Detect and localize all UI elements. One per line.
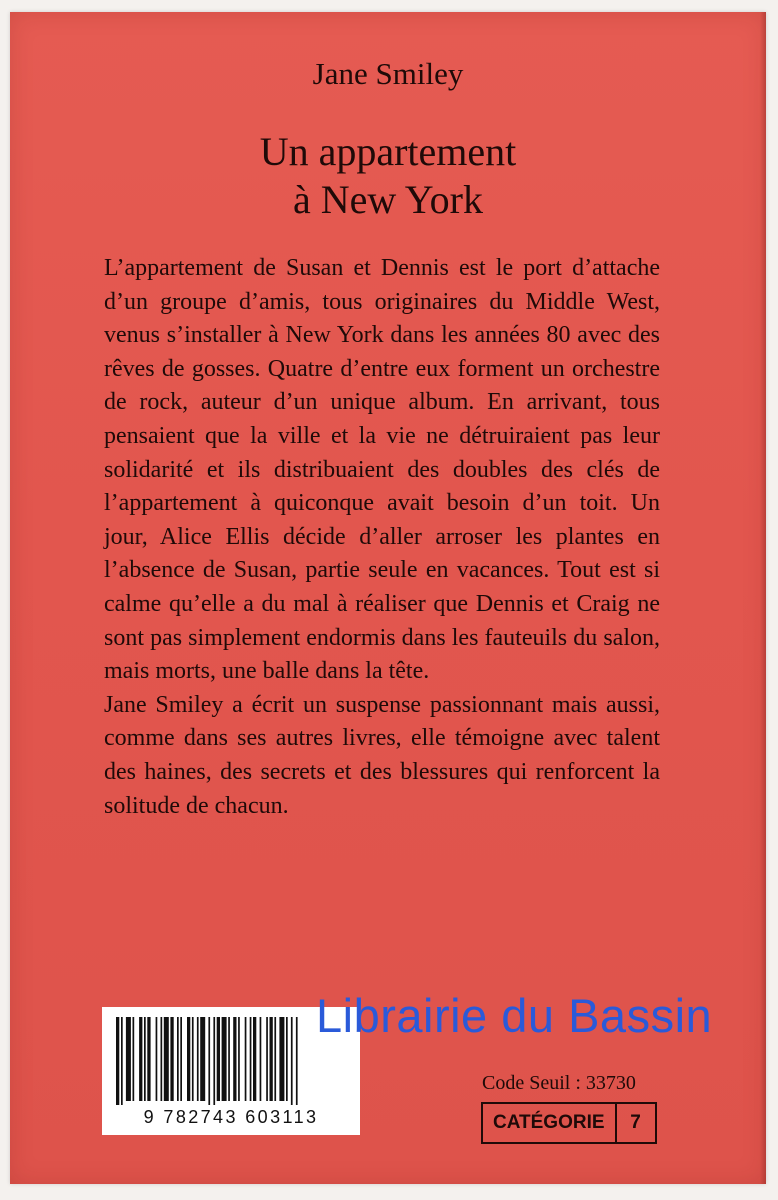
code-seuil: Code Seuil : 33730 [482, 1072, 636, 1094]
barcode-bar [286, 1017, 288, 1101]
barcode-bar [217, 1017, 220, 1101]
barcode-bar [208, 1017, 210, 1105]
barcode-bar [116, 1017, 119, 1105]
barcode-bar [296, 1017, 298, 1105]
barcode-bar [177, 1017, 179, 1101]
barcode-bar [200, 1017, 205, 1101]
watermark-text: Librairie du Bassin [316, 989, 713, 1042]
barcode-bar [144, 1017, 146, 1101]
author-name: Jane Smiley [312, 56, 464, 91]
barcode-bar [266, 1017, 268, 1101]
barcode-bar [274, 1017, 276, 1101]
category-number: 7 [630, 1112, 641, 1133]
book-title [10, 128, 766, 224]
barcode-bar [250, 1017, 252, 1101]
barcode-bar [192, 1017, 194, 1101]
barcode-bar [121, 1017, 123, 1105]
barcode-bar [156, 1017, 158, 1101]
barcode-bar [161, 1017, 163, 1101]
barcode-number: 9 782743 603113 [143, 1107, 319, 1127]
barcode-bar [197, 1017, 199, 1101]
barcode-bar [228, 1017, 230, 1101]
barcode-bar [270, 1017, 273, 1101]
barcode-bar [279, 1017, 284, 1101]
barcode-bars [114, 1017, 348, 1105]
barcode-bar [245, 1017, 247, 1101]
barcode-bar [170, 1017, 173, 1101]
barcode-bar [164, 1017, 169, 1101]
barcode-bar [133, 1017, 135, 1101]
book-title-line-2: à New York [293, 177, 483, 222]
barcode-bar [213, 1017, 215, 1105]
barcode-bar [187, 1017, 190, 1101]
barcode-bar [126, 1017, 131, 1101]
book-title-line-1: Un appartement [259, 129, 517, 174]
barcode-bar [291, 1017, 293, 1105]
blurb-paragraph-1: L’appartement de Susan et Dennis est le port d’attache d’un groupe d’amis, tous originaires du Middle West, venus s’installer à New York dans les années 80 avec des rêves de gosses. Quatre d’entre eux forment un orchestre de rock, auteur d’un unique album. En arrivant, tous pensaient que la ville et la vie ne détruiraient pas leur solidarité et ils distribuaient des doubles des clés de l’appartement à quiconque avait besoin d’un toit. Un jour, Alice Ellis décide d’aller arroser les plantes en l’absence de Susan, partie seule en vacances. Tout est si calme qu’elle a du mal à réaliser que Dennis et Craig ne sont pas simplement endormis dans les fauteuils du salon, mais morts, une balle dans la tête. [104, 255, 660, 685]
barcode-bar [260, 1017, 262, 1101]
barcode-bar [233, 1017, 236, 1101]
category-label: CATÉGORIE [483, 1104, 617, 1142]
category-box [481, 1102, 657, 1144]
barcode-bar [147, 1017, 150, 1101]
barcode-bar [180, 1017, 182, 1101]
blurb-paragraph-2: Jane Smiley a écrit un suspense passionnant mais aussi, comme dans ses autres livres, elle témoigne avec talent des haines, des secrets et des blessures qui renforcent la solitude de chacun. [104, 691, 660, 819]
barcode-bar [238, 1017, 240, 1101]
barcode-bar [139, 1017, 142, 1101]
barcode-bar [222, 1017, 227, 1101]
blurb [104, 252, 660, 823]
barcode-bar [253, 1017, 256, 1101]
